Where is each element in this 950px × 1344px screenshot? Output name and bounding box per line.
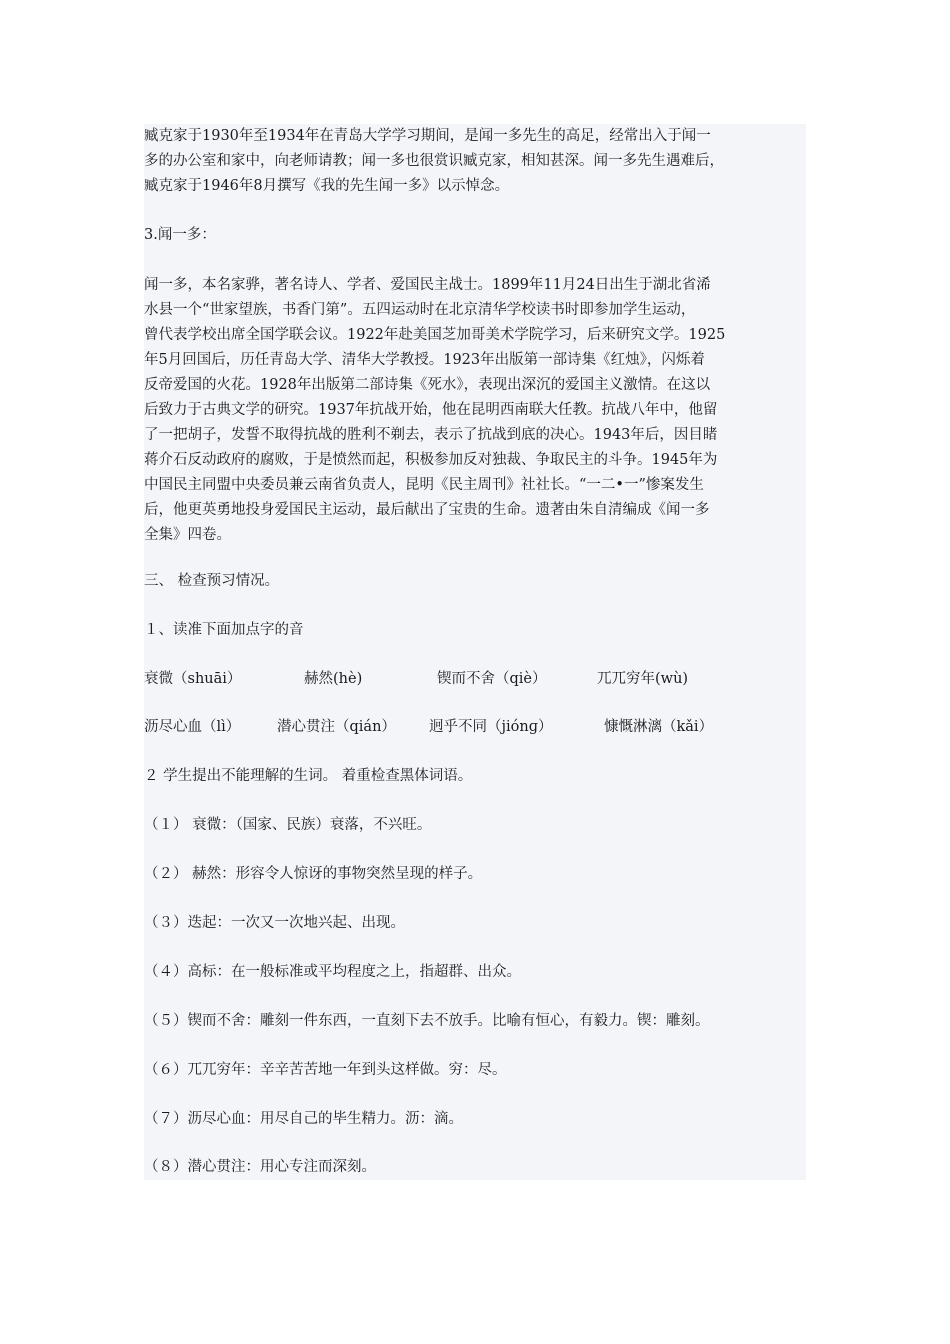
pinyin-entry: 慷慨淋漓（kǎi） (604, 719, 714, 735)
pinyin-entry: 赫然(hè) (304, 671, 363, 687)
bio-paragraph (144, 273, 806, 548)
text-line: 多的办公室和家中，向老师请教；闻一多也很赏识臧克家，相知甚深。闻一多先生遇难后， (144, 153, 724, 169)
text-line: 年5月回国后，历任青岛大学、清华大学教授。1923年出版第一部诗集《红烛》，闪烁着 (144, 352, 705, 368)
content-area (144, 124, 806, 1180)
text-line: 后，他更英勇地投身爱国民主运动，最后献出了宝贵的生命。遗著由朱自清编成《闻一多 (144, 502, 710, 518)
pinyin-entry: 潜心贯注（qián） (277, 719, 396, 735)
item-2-heading: ２ 学生提出不能理解的生词。 着重检查黑体词语。 (144, 768, 473, 784)
definition-item: （５）锲而不舍：雕刻一件东西，一直刻下去不放手。比喻有恒心，有毅力。锲：雕刻。 (144, 1013, 710, 1029)
text-line: 蒋介石反动政府的腐败，于是愤然而起，积极参加反对独裁、争取民主的斗争。1945年为 (144, 452, 718, 468)
text-line: 臧克家于1946年8月撰写《我的先生闻一多》以示悼念。 (144, 178, 510, 194)
definition-item: （２） 赫然：形容令人惊讶的事物突然呈现的样子。 (144, 866, 483, 882)
section-3-heading: 三、 检查预习情况。 (144, 573, 280, 589)
text-line: 反帝爱国的火花。1928年出版第二部诗集《死水》，表现出深沉的爱国主义激情。在这以 (144, 377, 711, 393)
pinyin-entry: 迥乎不同（jiónɡ） (429, 719, 553, 735)
pinyin-entry: 沥尽心血（lì） (144, 719, 241, 735)
definition-item: （８）潜心贯注：用心专注而深刻。 (144, 1159, 376, 1175)
heading-3: 3.闻一多： (144, 227, 216, 243)
definition-item: （３）迭起：一次又一次地兴起、出现。 (144, 915, 405, 931)
item-1-heading: １、读准下面加点字的音 (144, 622, 304, 638)
pinyin-entry: 衰微（shuāi） (144, 671, 242, 687)
definition-item: （４）高标：在一般标准或平均程度之上，指超群、出众。 (144, 964, 521, 980)
pinyin-entry: 兀兀穷年(wù) (597, 671, 689, 687)
intro-paragraph (144, 124, 806, 199)
text-line: 后致力于古典文学的研究。1937年抗战开始，他在昆明西南联大任教。抗战八年中，他留 (144, 402, 718, 418)
pinyin-entry: 锲而不舍（qiè） (437, 671, 547, 687)
definition-item: （７）沥尽心血：用尽自己的毕生精力。沥：滴。 (144, 1111, 463, 1127)
text-line: 闻一多，本名家骅，著名诗人、学者、爱国民主战士。1899年11月24日出生于湖北省浠 (144, 277, 711, 293)
text-line: 臧克家于1930年至1934年在青岛大学学习期间，是闻一多先生的高足，经常出入于闻一 (144, 128, 711, 144)
pinyin-row-1 (144, 667, 806, 692)
text-line: 全集》四卷。 (144, 527, 231, 543)
text-line: 曾代表学校出席全国学联会议。1922年赴美国芝加哥美术学院学习，后来研究文学。1925 (144, 327, 726, 343)
text-line: 了一把胡子，发誓不取得抗战的胜利不剃去，表示了抗战到底的决心。1943年后，因目睹 (144, 427, 718, 443)
definition-item: （６）兀兀穷年：辛辛苦苦地一年到头这样做。穷：尽。 (144, 1062, 507, 1078)
text-line: 水县一个“世家望族，书香门第”。五四运动时在北京清华学校读书时即参加学生运动， (144, 302, 696, 318)
definition-item: （１） 衰微：（国家、民族）衰落，不兴旺。 (144, 817, 432, 833)
text-line: 中国民主同盟中央委员兼云南省负责人，昆明《民主周刊》社社长。“一二•一”惨案发生 (144, 477, 704, 493)
pinyin-row-2 (144, 715, 806, 740)
